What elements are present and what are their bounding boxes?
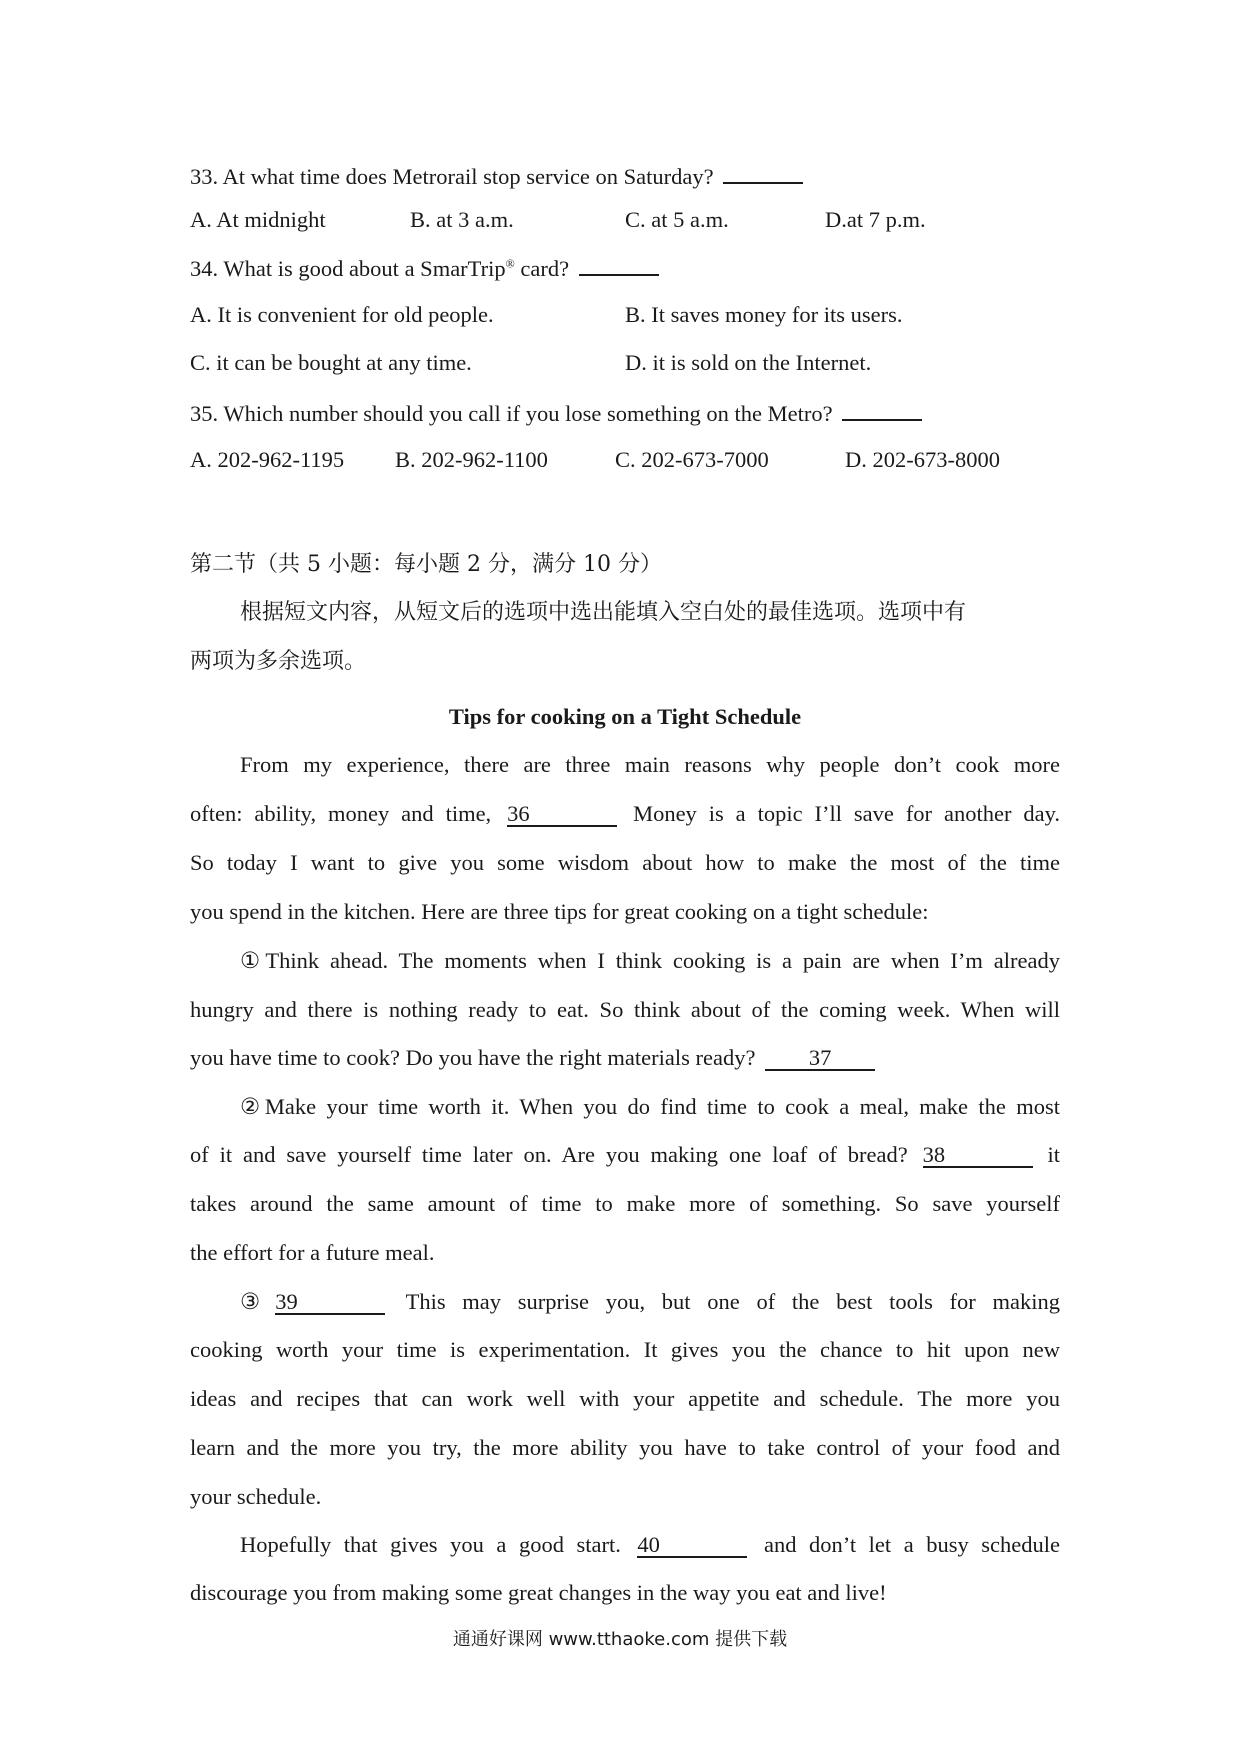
option-a: A. It is convenient for old people. [190,302,494,327]
question-number: 35. [190,401,219,426]
question-number: 33. [190,164,219,189]
option-d: D. 202-673-8000 [845,447,1000,472]
text-span: you have time to cook? Do you have the right materials ready? [190,1045,756,1070]
paragraph-3-line: ②Make your time worth it. When you do find time to cook a meal, make the most [240,1094,1060,1119]
paragraph-5-line: discourage you from making some great changes in the way you eat and live! [190,1580,887,1605]
blank-40: 40 [637,1534,747,1558]
option-b: B. It saves money for its users. [625,302,903,327]
paragraph-4-line: cooking worth your time is experimentation. It gives you the chance to hit upon new [190,1337,1060,1362]
paragraph-2-line: hungry and there is nothing ready to eat. So think about of the coming week. When will [190,997,1060,1022]
paragraph-2-line [190,1043,1060,1073]
option-c: C. at 5 a.m. [625,207,729,232]
question-text: At what time does Metrorail stop service on Saturday? [222,164,714,189]
option-d: D.at 7 p.m. [825,207,926,232]
text-span: often: ability, money and time, [190,801,492,826]
option-b: B. at 3 a.m. [410,207,514,232]
question-text: What is good about a SmarTrip [223,256,506,281]
question-number: 34. [190,256,219,281]
text-span: and don’t let a busy schedule [763,1532,1061,1557]
text-span: of it and save yourself time later on. Are you making one loaf of bread? [190,1142,908,1167]
option-a: A. 202-962-1195 [190,447,345,472]
question-35 [190,397,1060,429]
paragraph-1-line: So today I want to give you some wisdom about how to make the most of the time [190,850,1060,875]
text-span: it [1047,1142,1061,1167]
paragraph-1-line: From my experience, there are three main reasons why people don’t cook more [240,752,1060,777]
text-span: Hopefully that gives you a good start. [240,1532,621,1557]
section-instruction: 根据短文内容，从短文后的选项中选出能填入空白处的最佳选项。选项中有 [240,600,967,625]
paragraph-1-line [190,799,1060,829]
blank-36: 36 [507,803,617,827]
paragraph-1-line: you spend in the kitchen. Here are three tips for great cooking on a tight schedule: [190,899,929,924]
option-a: A. At midnight [190,207,326,232]
paragraph-3-line: takes around the same amount of time to make more of something. So save yourself [190,1191,1060,1216]
section-instruction-cont: 两项为多余选项。 [190,649,367,674]
paragraph-2-line: ①Think ahead. The moments when I think cooking is a pain are when I’m already [240,948,1060,973]
text-span: Money is a topic I’ll save for another day. [633,801,1061,826]
answer-blank [842,397,922,421]
page-footer: 通通好课网 www.tthaoke.com 提供下载 [452,1629,788,1650]
paragraph-4-line: ideas and recipes that can work well with your appetite and schedule. The more you [190,1386,1060,1411]
paragraph-3-line: the effort for a future meal. [190,1240,435,1265]
paragraph-5-line [240,1530,1060,1560]
paragraph-4-line [240,1287,1060,1317]
blank-37: 37 [765,1047,875,1071]
paragraph-4-line: your schedule. [190,1484,322,1509]
circled-number: ③ [240,1289,272,1314]
section-heading: 第二节（共 5 小题：每小题 2 分，满分 10 分） [190,552,662,577]
registered-mark: ® [505,256,515,271]
article-title: Tips for cooking on a Tight Schedule [448,704,802,729]
paragraph-3-line [190,1140,1060,1170]
question-33 [190,160,1060,192]
paragraph-4-line: learn and the more you try, the more ability you have to take control of your food and [190,1435,1060,1460]
answer-blank [723,160,803,184]
question-34 [190,252,1060,284]
blank-38: 38 [923,1144,1033,1168]
text-span: This may surprise you, but one of the best tools for making [405,1289,1061,1314]
option-c: C. 202-673-7000 [615,447,769,472]
question-text: Which number should you call if you lose something on the Metro? [223,401,833,426]
option-b: B. 202-962-1100 [395,447,548,472]
question-text-end: card? [514,256,570,281]
option-d: D. it is sold on the Internet. [625,350,872,375]
option-c: C. it can be bought at any time. [190,350,472,375]
blank-39: 39 [275,1291,385,1315]
answer-blank [579,252,659,276]
